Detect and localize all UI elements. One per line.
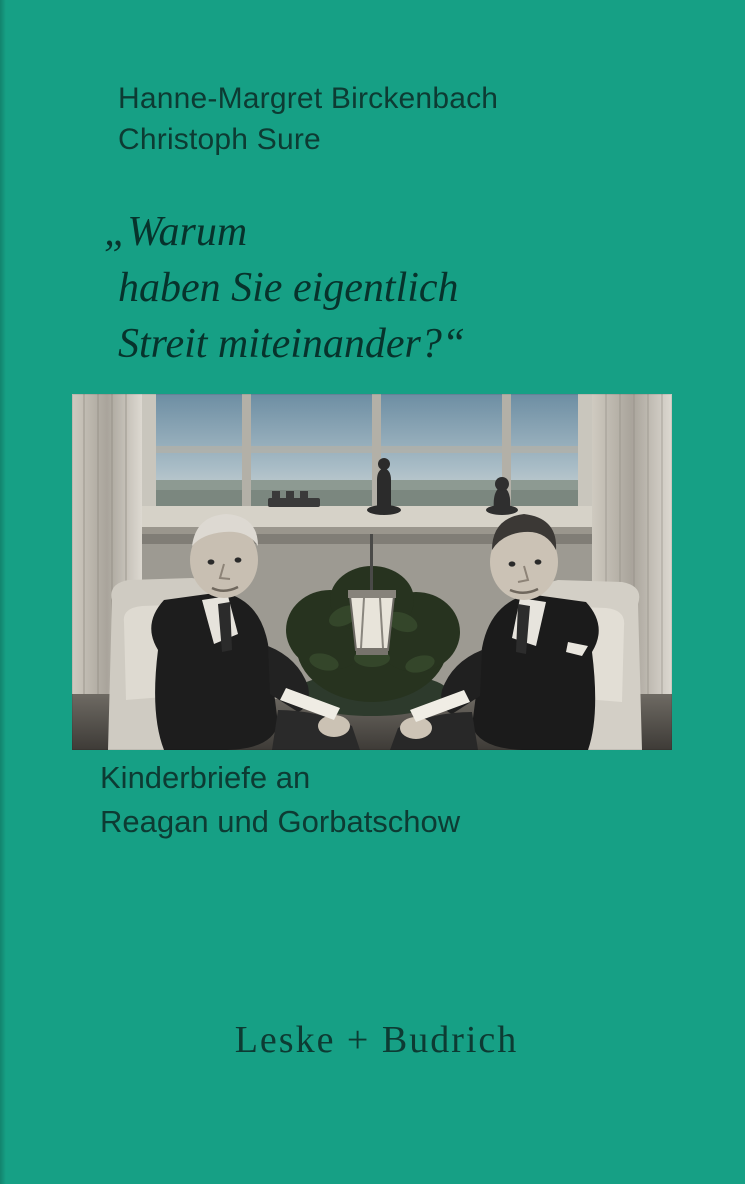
subtitle-line-1: Kinderbriefe an	[100, 760, 311, 795]
book-title	[104, 205, 724, 373]
title-line-1: „Warum	[104, 209, 248, 255]
title-line-2: haben Sie eigentlich	[118, 264, 459, 311]
spine-shadow	[0, 0, 6, 1184]
cover-photograph	[72, 394, 672, 750]
book-subtitle	[100, 756, 700, 844]
author-name-2: Christoph Sure	[118, 123, 321, 157]
author-name-1: Hanne-Margret Birckenbach	[118, 82, 499, 115]
publisher-label: Leske + Budrich	[234, 1019, 519, 1061]
title-line-3: Streit miteinander?“	[118, 320, 466, 367]
publisher-name	[0, 1018, 745, 1062]
author-names	[118, 78, 678, 161]
photo-illustration	[72, 394, 672, 750]
subtitle-line-2: Reagan und Gorbatschow	[100, 804, 461, 840]
